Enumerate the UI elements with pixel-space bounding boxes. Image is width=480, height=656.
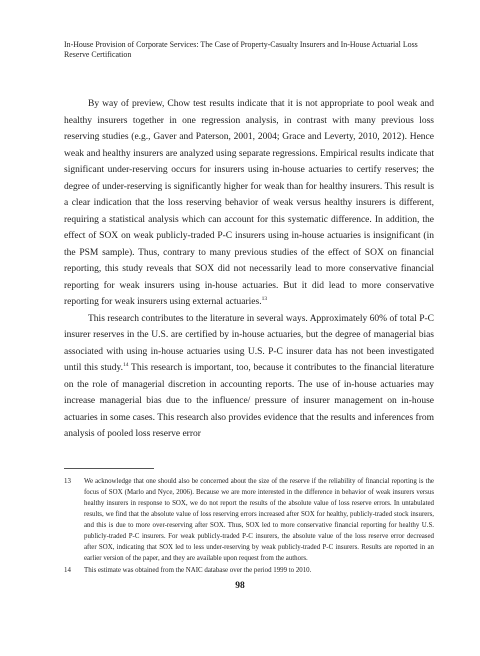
paragraph-2 [64, 311, 434, 443]
body-text [64, 96, 434, 443]
footnote-ref-13[interactable]: 13 [261, 296, 268, 302]
footnote-number: 14 [64, 567, 71, 574]
footnote-14 [64, 565, 434, 576]
footnote-number: 13 [64, 478, 71, 485]
paragraph-2-text: This research contributes to the literature in several ways. Approximately 60% of total P-C insurer reserves in the U.S. are certified by in-house actuaries, but the degree of managerial bias associated with using in-house actuaries using U.S. P-C insurer data has not been investigated until this study. [64, 313, 434, 373]
paragraph-1-text: By way of preview, Chow test results indicate that it is not appropriate to pool weak and healthy insurers together in one regression analysis, in contrast with many previous loss reserving studies (e.g., Gaver and Paterson, 2001, 2004; Grace and Leverty, 2010, 2012). Hence weak and healthy insurers are analyzed using separate regressions. Empirical results indicate that significant under-reserving occurs for insurers using in-house actuaries to certify reserves; the degree of under-reserving is significantly higher for weak than for healthy insurers. This result is a clear indication that the loss reserving behavior of weak versus healthy insurers is different, requiring a statistical analysis which can account for this systematic difference. In addition, the effect of SOX on weak publicly-traded P-C insurers using in-house actuaries is insignificant (in the PSM sample). Thus, contrary to many previous studies of the effect of SOX on financial reporting, this study reveals that SOX did not necessarily lead to more conservative financial reporting for weak insurers using in-house actuaries. But it did lead to more conservative reporting for weak insurers using external actuaries. [64, 99, 434, 307]
footnote-text: This estimate was obtained from the NAIC database over the period 1999 to 2010. [84, 567, 312, 574]
footnote-13 [64, 476, 434, 564]
page-number: 98 [235, 581, 245, 591]
paragraph-2-after: This research is important, too, because it contributes to the financial literature on the role of managerial discretion in accounting reports. The use of in-house actuaries may increase managerial bias due to the influence/ pressure of insurer management on in-house actuaries in some cases. This research also provides evidence that the results and inferences from analysis of pooled loss reserve error [64, 363, 434, 439]
paragraph-1 [64, 96, 434, 311]
footnote-ref-14[interactable]: 14 [122, 362, 129, 368]
footnote-divider [64, 468, 154, 469]
running-head: In-House Provision of Corporate Services: The Case of Property-Casualty Insurers and In-House Actuarial Loss Reserve Certification [64, 40, 418, 59]
footnotes [64, 476, 434, 577]
footnote-text: We acknowledge that one should also be concerned about the size of the reserve if the reliability of financial reporting is the focus of SOX (Marlo and Nyce, 2006). Because we are more interested in the difference in behavior of weak insurers versus healthy insurers in response to SOX, we do not report the results of the absolute value of loss reserve errors. In untabulated results, we find that the absolute value of loss reserving errors increased after SOX for healthy, publicly-traded stock insurers, and this is due to more over-reserving after SOX. Thus, SOX led to more conservative financial reporting for healthy U.S. publicly-traded P-C insurers. For weak publicly-traded P-C insurers, the absolute value of the loss reserve error decreased after SOX, indicating that SOX led to less under-reserving by weak publicly-traded P-C insurers. Results are reported in an earlier version of the paper, and they are available upon request from the authors. [84, 478, 434, 562]
